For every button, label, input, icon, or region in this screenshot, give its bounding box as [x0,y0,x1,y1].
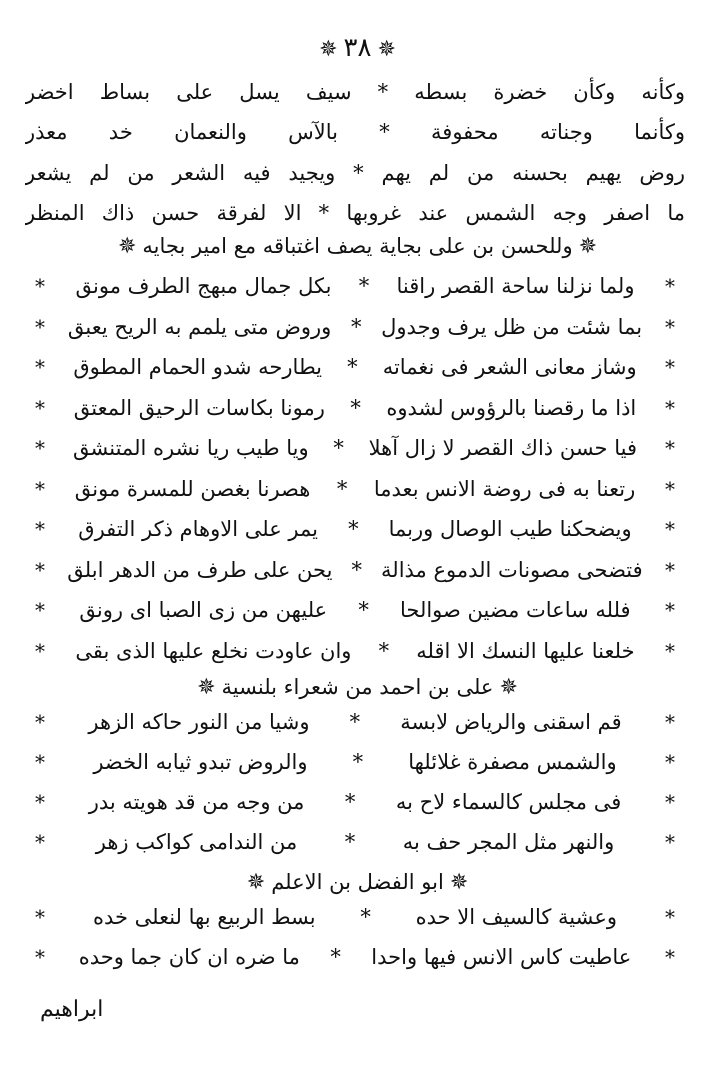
verse-star-icon: * [34,750,45,774]
verse-divider-icon: * [358,598,369,622]
verse-star-icon: * [34,638,45,663]
verse-star-icon: * [665,710,675,734]
verse-first-hemistich: بما شئت من ظل يرف وجدول [381,314,643,339]
verse-line [25,742,685,782]
verse-first-hemistich: فى مجلس كالسماء لاح به [395,790,622,814]
ornament-icon: ✵ [117,234,137,259]
verse-star-icon: * [34,314,45,339]
verse-star-icon: * [665,598,675,622]
verse-star-icon: * [665,355,675,379]
verse-star-icon: * [35,790,45,814]
verse-second-hemistich: عليهن من زى الصبا اى رونق [79,598,328,622]
verse-first-hemistich: قم اسقنى والرياض لابسة [400,710,622,734]
verse-second-hemistich: بسط الربيع بها لنعلى خده [92,905,316,929]
verse-line [25,550,685,590]
verse-divider-icon: * [351,557,362,582]
verse-first-hemistich: وشاز معانى الشعر فى نغماته [382,355,637,379]
verse-star-icon: * [34,557,45,582]
page-header [0,30,715,68]
verse-second-hemistich: بكل جمال مبهج الطرف مونق [75,274,332,298]
heading-text: ابو الفضل بن الاعلم [271,870,444,894]
verse-divider-icon: * [352,750,364,774]
verse-divider-icon: * [360,905,371,929]
verse-star-icon: * [35,945,45,969]
verse-line [25,388,685,428]
verse-second-hemistich: يمر على الاوهام ذكر التفرق [78,517,318,541]
verse-first-hemistich: فيا حسن ذاك القصر لا زال آهلا [368,436,637,460]
verse-line [25,469,685,509]
verse-line [25,428,685,468]
verse-line [25,590,685,630]
verse-second-hemistich: وان عاودت نخلع عليها الذى بقى [75,638,352,663]
ornament-icon: ✵ [377,37,396,62]
verse-second-hemistich: هصرنا بغصن للمسرة مونق [74,476,311,501]
prose-line: وكأنه وكأن خضرة بسطه * سيف يسل على بساط اخضر [25,80,685,104]
verse-divider-icon: * [350,395,361,420]
verse-first-hemistich: عاطيت كاس الانس فيها واحدا [371,945,632,969]
verse-star-icon: * [665,517,675,541]
verse-first-hemistich: رتعنا به فى روضة الانس بعدما [373,476,636,501]
verse-divider-icon: * [350,314,362,339]
verse-line [25,937,685,977]
verse-line [25,307,685,347]
verse-line [25,782,685,822]
ornament-icon: ✵ [246,870,266,895]
page-number: ٣٨ [343,33,372,63]
prose-line: روض يهيم بحسنه من لم يهم * ويجيد فيه الشعر من لم يشعر [25,161,685,185]
verse-divider-icon: * [358,274,370,298]
verse-divider-icon: * [378,638,390,663]
catchword: ابراهيم [40,997,104,1022]
verse-second-hemistich: والروض تبدو ثيابه الخضر [93,750,308,774]
verse-first-hemistich: والشمس مصفرة غلائلها [408,750,617,774]
verse-divider-icon: * [336,476,348,501]
verse-line [25,897,685,937]
verse-first-hemistich: ويضحكنا طيب الوصال وربما [388,517,632,541]
verse-star-icon: * [665,314,675,339]
verse-star-icon: * [665,274,675,298]
ornament-icon: ✵ [499,675,518,700]
verse-line [25,509,685,549]
verse-star-icon: * [35,598,45,622]
ornament-icon: ✵ [449,870,469,895]
verse-divider-icon: * [330,945,341,969]
verse-second-hemistich: من الندامى كواكب زهر [95,830,298,854]
verse-line [25,266,685,306]
verse-first-hemistich: وعشية كالسيف الا حده [415,905,618,929]
verse-star-icon: * [665,790,675,814]
verse-divider-icon: * [347,355,358,379]
section-heading [0,862,715,902]
verse-star-icon: * [665,750,675,774]
verse-divider-icon: * [344,830,356,854]
verse-star-icon: * [34,476,45,501]
verse-star-icon: * [34,905,45,929]
verse-star-icon: * [665,395,675,420]
verse-divider-icon: * [344,790,356,814]
verse-line [25,347,685,387]
verse-star-icon: * [35,710,45,734]
verse-first-hemistich: خلعنا عليها النسك الا اقله [416,638,635,663]
verse-second-hemistich: رمونا بكاسات الرحيق المعتق [73,395,325,420]
verse-line [25,631,685,671]
ornament-icon: ✵ [319,37,338,62]
section-heading [0,667,715,707]
verse-star-icon: * [34,395,45,420]
verse-first-hemistich: والنهر مثل المجر حف به [402,830,615,854]
verse-star-icon: * [35,436,45,460]
verse-star-icon: * [34,355,45,379]
verse-second-hemistich: ما ضره ان كان جما وحده [78,945,300,969]
verse-second-hemistich: يطارحه شدو الحمام المطوق [73,355,323,379]
section-heading [0,226,715,266]
verse-star-icon: * [665,638,675,663]
verse-second-hemistich: وروض متى يلمم به الريح يعبق [67,314,332,339]
verse-first-hemistich: فلله ساعات مضين صوالحا [400,598,631,622]
verse-divider-icon: * [333,436,344,460]
prose-line: ما اصفر وجه الشمس عند غروبها * الا لفرقة حسن ذاك المنظر [25,201,685,225]
ornament-icon: ✵ [197,675,216,700]
verse-star-icon: * [665,476,675,501]
heading-text: وللحسن بن على بجاية يصف اغتباقه مع امير بجايه [142,234,573,258]
verse-star-icon: * [665,436,675,460]
verse-second-hemistich: ويا طيب ريا نشره المتنشق [73,436,309,460]
verse-first-hemistich: اذا ما رقصنا بالرؤوس لشدوه [386,395,637,420]
verse-second-hemistich: وشيا من النور حاكه الزهر [88,710,310,734]
verse-star-icon: * [35,830,45,854]
verse-star-icon: * [665,945,675,969]
prose-line: وكأنما وجناته محفوفة * بالآس والنعمان خد معذر [25,120,685,144]
verse-line [25,702,685,742]
verse-second-hemistich: يحن على طرف من الدهر ابلق [67,557,333,582]
verse-second-hemistich: من وجه من قد هويته بدر [88,790,305,814]
verse-divider-icon: * [348,517,359,541]
verse-star-icon: * [665,905,675,929]
verse-line [25,822,685,862]
verse-star-icon: * [34,517,45,541]
ornament-icon: ✵ [578,234,598,259]
verse-first-hemistich: فتضحى مصونات الدموع مذالة [381,557,643,582]
verse-star-icon: * [665,557,675,582]
verse-star-icon: * [35,274,45,298]
verse-star-icon: * [665,830,675,854]
verse-first-hemistich: ولما نزلنا ساحة القصر راقنا [396,274,635,298]
verse-divider-icon: * [349,710,361,734]
heading-text: على بن احمد من شعراء بلنسية [221,675,494,699]
